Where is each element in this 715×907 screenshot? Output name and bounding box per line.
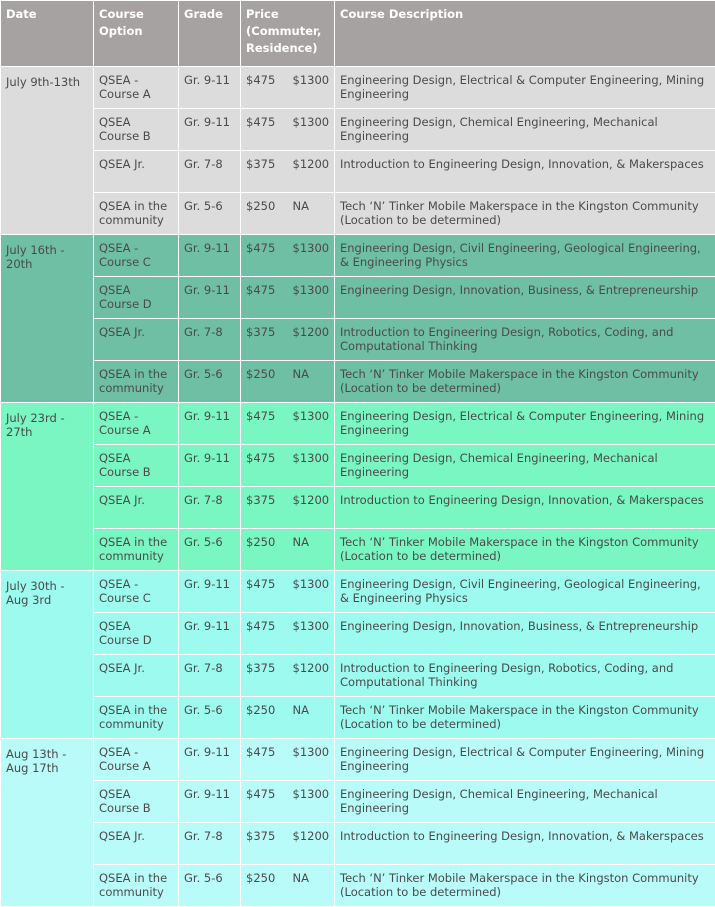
table-header bbox=[1, 1, 715, 67]
date-cell: July 30th - Aug 3rd bbox=[1, 571, 94, 739]
description-cell: Introduction to Engineering Design, Innovation, & Makerspaces bbox=[335, 823, 715, 865]
grade-cell: Gr. 5-6 bbox=[179, 193, 241, 235]
table-row bbox=[1, 277, 715, 319]
course-option-cell: QSEA - Course A bbox=[94, 403, 179, 445]
description-cell: Engineering Design, Chemical Engineering, Mechanical Engineering bbox=[335, 109, 715, 151]
course-option-cell: QSEA Course B bbox=[94, 445, 179, 487]
residence-price-cell: NA bbox=[288, 193, 335, 235]
table-row bbox=[1, 487, 715, 529]
commuter-price-cell: $475 bbox=[241, 739, 288, 781]
description-cell: Introduction to Engineering Design, Innovation, & Makerspaces bbox=[335, 487, 715, 529]
commuter-price-cell: $475 bbox=[241, 571, 288, 613]
course-option-cell: QSEA Jr. bbox=[94, 151, 179, 193]
description-cell: Tech ‘N’ Tinker Mobile Makerspace in the Kingston Community (Location to be determined) bbox=[335, 697, 715, 739]
grade-cell: Gr. 9-11 bbox=[179, 277, 241, 319]
grade-cell: Gr. 7-8 bbox=[179, 487, 241, 529]
date-cell: July 23rd - 27th bbox=[1, 403, 94, 571]
description-cell: Engineering Design, Chemical Engineering, Mechanical Engineering bbox=[335, 445, 715, 487]
description-cell: Engineering Design, Innovation, Business, & Entrepreneurship bbox=[335, 277, 715, 319]
residence-price-cell: $1300 bbox=[288, 571, 335, 613]
residence-price-cell: $1300 bbox=[288, 403, 335, 445]
commuter-price-cell: $375 bbox=[241, 823, 288, 865]
residence-price-cell: NA bbox=[288, 697, 335, 739]
grade-cell: Gr. 9-11 bbox=[179, 403, 241, 445]
description-cell: Engineering Design, Electrical & Computer Engineering, Mining Engineering bbox=[335, 403, 715, 445]
table-row bbox=[1, 403, 715, 445]
commuter-price-cell: $375 bbox=[241, 655, 288, 697]
course-option-cell: QSEA in the community bbox=[94, 697, 179, 739]
course-option-cell: QSEA Jr. bbox=[94, 319, 179, 361]
commuter-price-cell: $475 bbox=[241, 277, 288, 319]
grade-cell: Gr. 7-8 bbox=[179, 319, 241, 361]
table-row bbox=[1, 865, 715, 907]
grade-cell: Gr. 9-11 bbox=[179, 781, 241, 823]
header-price: Price (Commuter, Residence) bbox=[241, 1, 335, 67]
course-option-cell: QSEA in the community bbox=[94, 193, 179, 235]
residence-price-cell: $1200 bbox=[288, 487, 335, 529]
course-option-cell: QSEA Jr. bbox=[94, 655, 179, 697]
residence-price-cell: NA bbox=[288, 361, 335, 403]
table-row bbox=[1, 655, 715, 697]
residence-price-cell: NA bbox=[288, 865, 335, 907]
residence-price-cell: $1300 bbox=[288, 781, 335, 823]
table-row bbox=[1, 613, 715, 655]
grade-cell: Gr. 9-11 bbox=[179, 109, 241, 151]
table-row bbox=[1, 319, 715, 361]
course-option-cell: QSEA - Course A bbox=[94, 739, 179, 781]
description-cell: Engineering Design, Civil Engineering, Geological Engineering, & Engineering Physics bbox=[335, 235, 715, 277]
table-row bbox=[1, 697, 715, 739]
grade-cell: Gr. 5-6 bbox=[179, 361, 241, 403]
residence-price-cell: $1300 bbox=[288, 613, 335, 655]
description-cell: Tech ‘N’ Tinker Mobile Makerspace in the Kingston Community (Location to be determined) bbox=[335, 361, 715, 403]
grade-cell: Gr. 7-8 bbox=[179, 655, 241, 697]
grade-cell: Gr. 9-11 bbox=[179, 67, 241, 109]
course-option-cell: QSEA Course B bbox=[94, 109, 179, 151]
table-row bbox=[1, 781, 715, 823]
commuter-price-cell: $250 bbox=[241, 697, 288, 739]
commuter-price-cell: $475 bbox=[241, 613, 288, 655]
table-row bbox=[1, 445, 715, 487]
course-option-cell: QSEA Jr. bbox=[94, 487, 179, 529]
commuter-price-cell: $250 bbox=[241, 193, 288, 235]
course-option-cell: QSEA Course D bbox=[94, 277, 179, 319]
residence-price-cell: $1300 bbox=[288, 235, 335, 277]
description-cell: Introduction to Engineering Design, Robotics, Coding, and Computational Thinking bbox=[335, 319, 715, 361]
residence-price-cell: $1300 bbox=[288, 67, 335, 109]
table-row bbox=[1, 361, 715, 403]
description-cell: Engineering Design, Civil Engineering, Geological Engineering, & Engineering Physics bbox=[335, 571, 715, 613]
course-option-cell: QSEA in the community bbox=[94, 361, 179, 403]
date-cell: July 16th - 20th bbox=[1, 235, 94, 403]
table-row bbox=[1, 151, 715, 193]
residence-price-cell: $1300 bbox=[288, 277, 335, 319]
commuter-price-cell: $475 bbox=[241, 109, 288, 151]
grade-cell: Gr. 7-8 bbox=[179, 151, 241, 193]
course-option-cell: QSEA - Course A bbox=[94, 67, 179, 109]
table-row bbox=[1, 193, 715, 235]
commuter-price-cell: $475 bbox=[241, 781, 288, 823]
header-row bbox=[1, 1, 715, 67]
course-option-cell: QSEA in the community bbox=[94, 529, 179, 571]
header-grade: Grade bbox=[179, 1, 241, 67]
grade-cell: Gr. 9-11 bbox=[179, 739, 241, 781]
commuter-price-cell: $250 bbox=[241, 529, 288, 571]
course-option-cell: QSEA Course D bbox=[94, 613, 179, 655]
header-description: Course Description bbox=[335, 1, 715, 67]
commuter-price-cell: $475 bbox=[241, 445, 288, 487]
grade-cell: Gr. 5-6 bbox=[179, 697, 241, 739]
residence-price-cell: $1200 bbox=[288, 655, 335, 697]
description-cell: Tech ‘N’ Tinker Mobile Makerspace in the Kingston Community (Location to be determined) bbox=[335, 865, 715, 907]
commuter-price-cell: $375 bbox=[241, 151, 288, 193]
description-cell: Engineering Design, Chemical Engineering, Mechanical Engineering bbox=[335, 781, 715, 823]
commuter-price-cell: $475 bbox=[241, 67, 288, 109]
description-cell: Engineering Design, Innovation, Business, & Entrepreneurship bbox=[335, 613, 715, 655]
course-option-cell: QSEA - Course C bbox=[94, 235, 179, 277]
commuter-price-cell: $250 bbox=[241, 361, 288, 403]
date-cell: Aug 13th - Aug 17th bbox=[1, 739, 94, 907]
description-cell: Tech ‘N’ Tinker Mobile Makerspace in the Kingston Community (Location to be determined) bbox=[335, 529, 715, 571]
course-option-cell: QSEA Jr. bbox=[94, 823, 179, 865]
table-row bbox=[1, 109, 715, 151]
table-row bbox=[1, 67, 715, 109]
residence-price-cell: NA bbox=[288, 529, 335, 571]
description-cell: Engineering Design, Electrical & Computer Engineering, Mining Engineering bbox=[335, 67, 715, 109]
table-row bbox=[1, 823, 715, 865]
table-row bbox=[1, 529, 715, 571]
commuter-price-cell: $475 bbox=[241, 403, 288, 445]
header-course-option: Course Option bbox=[94, 1, 179, 67]
commuter-price-cell: $375 bbox=[241, 319, 288, 361]
commuter-price-cell: $475 bbox=[241, 235, 288, 277]
residence-price-cell: $1300 bbox=[288, 109, 335, 151]
grade-cell: Gr. 9-11 bbox=[179, 571, 241, 613]
table-row bbox=[1, 739, 715, 781]
grade-cell: Gr. 7-8 bbox=[179, 823, 241, 865]
course-option-cell: QSEA in the community bbox=[94, 865, 179, 907]
grade-cell: Gr. 5-6 bbox=[179, 529, 241, 571]
residence-price-cell: $1200 bbox=[288, 151, 335, 193]
course-option-cell: QSEA Course B bbox=[94, 781, 179, 823]
residence-price-cell: $1300 bbox=[288, 739, 335, 781]
description-cell: Engineering Design, Electrical & Computer Engineering, Mining Engineering bbox=[335, 739, 715, 781]
grade-cell: Gr. 9-11 bbox=[179, 235, 241, 277]
date-cell: July 9th-13th bbox=[1, 67, 94, 235]
description-cell: Tech ‘N’ Tinker Mobile Makerspace in the Kingston Community (Location to be determined) bbox=[335, 193, 715, 235]
grade-cell: Gr. 5-6 bbox=[179, 865, 241, 907]
description-cell: Introduction to Engineering Design, Robotics, Coding, and Computational Thinking bbox=[335, 655, 715, 697]
grade-cell: Gr. 9-11 bbox=[179, 445, 241, 487]
residence-price-cell: $1200 bbox=[288, 319, 335, 361]
residence-price-cell: $1200 bbox=[288, 823, 335, 865]
commuter-price-cell: $250 bbox=[241, 865, 288, 907]
table-row bbox=[1, 235, 715, 277]
commuter-price-cell: $375 bbox=[241, 487, 288, 529]
residence-price-cell: $1300 bbox=[288, 445, 335, 487]
header-date: Date bbox=[1, 1, 94, 67]
description-cell: Introduction to Engineering Design, Innovation, & Makerspaces bbox=[335, 151, 715, 193]
table-row bbox=[1, 571, 715, 613]
grade-cell: Gr. 9-11 bbox=[179, 613, 241, 655]
table-body bbox=[1, 67, 715, 907]
course-option-cell: QSEA - Course C bbox=[94, 571, 179, 613]
